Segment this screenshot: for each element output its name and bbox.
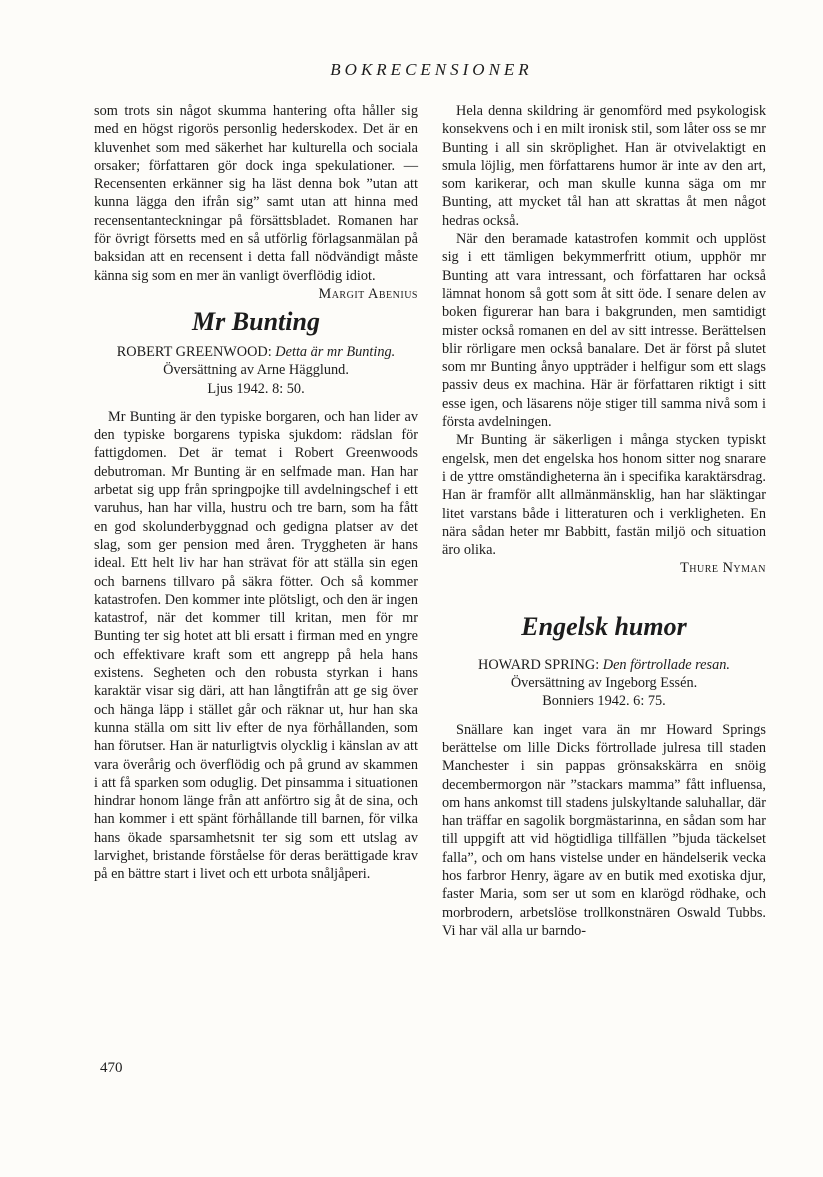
book-info (94, 343, 418, 398)
review-body: Snällare kan inget vara än mr Howard Springs berättelse om lille Dicks förtrollade julresa till staden Manchester i sin pappas grönsakskärra en snöig decembermorgon när ”stackars mamma” fått influensa, om hans ankomst till stadens julskyltande saluhallar, där han träffar en sagolik borgmästarinna, en sådan som har till uppgift att vid högtidliga tillfällen ”bjuda täckelset falla”, och om hans vistelse under en händelserik vecka hos farbror Henry, ägare av en butik med exotiska djur, faster Maria, som ser ut som en klarögd rödhake, och morbrodern, arbetslöse trollkonstnären Oswald Tubbs. Vi har väl alla ur barndo- (442, 721, 766, 939)
book-publisher: Ljus 1942. 8: 50. (207, 380, 305, 397)
book-author: ROBERT GREENWOOD: (116, 343, 272, 360)
book-title: Detta är mr Bunting. (275, 343, 396, 360)
book-publisher: Bonniers 1942. 6: 75. (542, 693, 666, 710)
book-title: Den förtrollade resan. (602, 656, 730, 673)
left-column (94, 102, 418, 884)
right-column (442, 102, 766, 940)
review-title: Engelsk humor (521, 611, 687, 641)
book-info (442, 656, 766, 711)
review-paragraph: När den beramade katastrofen kommit och upplöst sig i ett tämligen bekymmerfritt otium, upphör mr Bunting att vara intressant, och författaren har också lämnat honom så gott som åt sitt öde. I senare delen av boken figurerar han bara i bakgrunden, men samtidigt mister också romanen en del av sitt intresse. Berättelsen blir rörligare men också banalare. Det är först på slutet som mr Bunting ånyo uppträder i helfigur som ett slags passiv deus ex machina. Här är författaren riktigt i sitt esse igen, och läsarens nöje stiger till samma nivå som i första avdelningen. (442, 231, 766, 431)
review-body: Mr Bunting är den typiske borgaren, och han lider av den typiske borgarens typiska sjukdom: rädslan för fattigdomen. Det är temat i Robert Greenwoods debutroman. Mr Bunting är en selfmade man. Han har arbetat sig upp från springpojke till avdelningschef i ett varuhus, han har villa, hustru och tre barn, som ha fått en god skolunderbyggnad och gedigna platser av det slag, som ger pension med åren. Tryggheten är hans ideal. Ett helt liv har han strävat för att ställa sin egen och barnens tillvaro på säkra fötter. Och så kommer katastrofen. Den kommer inte plötsligt, och den är ingen katastrof, när det kommer till kritan, men för mr Bunting ter sig hotet att bli ersatt i firman med en yngre och effektivare kraft som ett angrepp på hela hans existens. Segheten och den robusta styrkan i hans karaktär visar sig däri, att han långtifrån att ge sig över och hänga läpp i stället går och räknar ut, hur han ska kunna ställa om sitt liv efter de nya förhållanden, som han förutser. Han är naturligtvis olycklig i känslan av att vara överårig och överflödig och på grund av skammen i att få sparken som oduglig. Det pinsamma i situationen hindrar honom länge från att anförtro sig åt de sina, och han kommer i ett spänt förhållande till barnen, för vilka hans ökade sparsamhetsnit ter sig som ett utslag av larvighet, bristande förståelse för deras berättigade krav på en bättre start i livet och ett urbota snåljåperi. (94, 408, 418, 883)
page-number: 470 (100, 1060, 123, 1076)
reviewer-signature: Thure Nyman (680, 560, 766, 577)
book-translation: Översättning av Arne Hägglund. (163, 362, 349, 379)
continued-review-text: som trots sin något skumma hantering ofta håller sig med en högst rigorös personlig hederskodex. Det är en kluvenhet som med säkerhet har kulturella och sociala orsaker; författaren gör dock inga spekulationer. — Recensenten erkänner sig ha läst denna bok ”utan att kunna lägga den ifrån sig” samt utan att hinna med recensentanteckningar på försättsbladet. Romanen har för övrigt försetts med en så utförlig förlagsanmälan på baksidan att en recensent i detta fall nödvändigt måste känna sig som en mer än vanligt överflödig idiot. Margit Abenius (94, 103, 418, 302)
review-title: Mr Bunting (192, 306, 320, 336)
reviewer-signature: Margit Abenius (318, 285, 418, 302)
review-paragraph: Hela denna skildring är genomförd med psykologisk konsekvens och i en milt ironisk stil, som låter oss se mr Bunting i all sin skröplighet. Han är otvivelaktigt en smula löjlig, men författarens humor är inte av den art, som karikerar, och man skulle kunna säga om mr Bunting, att mycket tål han att skrattas åt men något hedras också. (442, 103, 766, 229)
review-paragraph: Mr Bunting är säkerligen i många stycken typiskt engelsk, men det engelska hos honom sitter nog snarare i de yttre omständigheterna än i specifika karaktärsdrag. Han är framför allt allmänmänsklig, han har släktingar litet varstans både i litteraturen och i verkligheten. En nära sådan heter mr Babbitt, fastän miljö och situation äro olika. (442, 432, 766, 559)
book-translation: Översättning av Ingeborg Essén. (510, 675, 698, 692)
running-header: BOKRECENSIONER (330, 60, 533, 79)
book-author: HOWARD SPRING: (478, 656, 600, 673)
